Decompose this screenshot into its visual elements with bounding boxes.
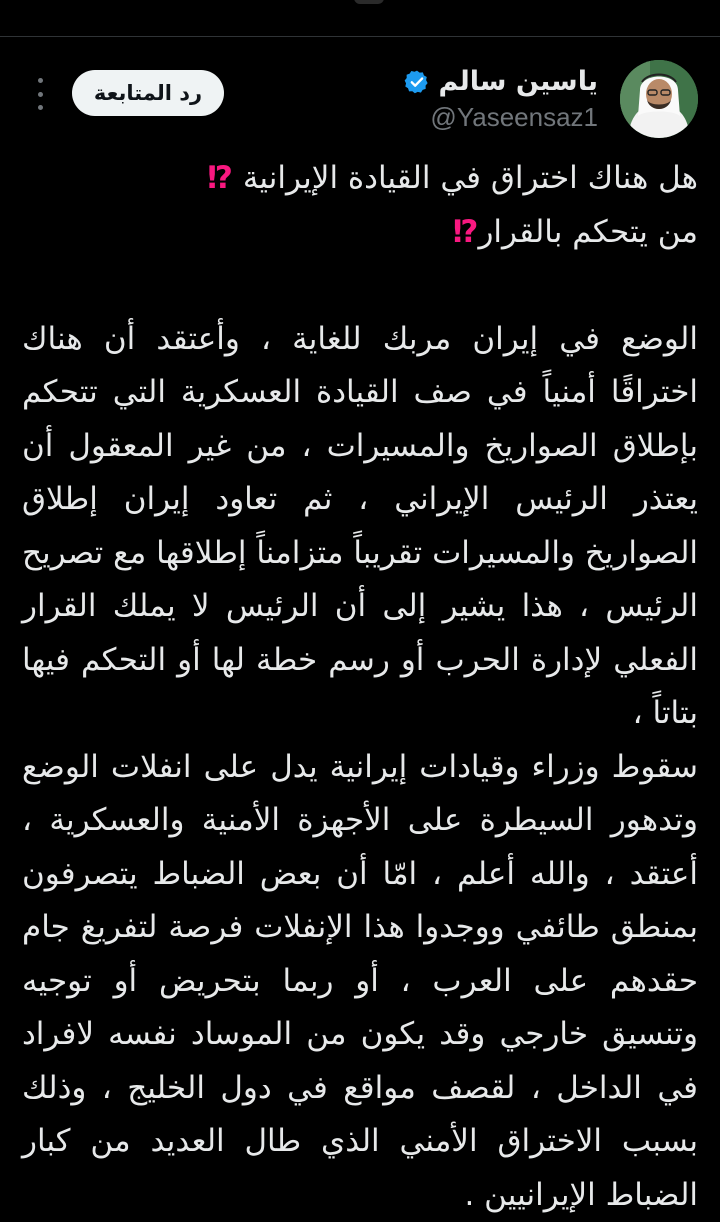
exclamation-question-icon: ⁉ (207, 160, 233, 196)
tweet-paragraph-1: الوضع في إيران مربك للغاية ، وأعتقد أن هناك اختراقًا أمنياً في صف القيادة العسكرية التي تتحكم بإطلاق الصواريخ والمسيرات ، من غير المعقول أن يعتذر الرئيس الإيراني ، ثم تعاود إيران إطلاق الصواريخ والمسيرات تقريباً متزامناً إطلاقها مع تصريح الرئيس ، هذا يشير إلى أن الرئيس لا يملك القرار الفعلي لإدارة الحرب أو رسم خطة لها أو التحكم فيها بتاتاً ، (22, 313, 698, 741)
tweet-text (22, 152, 698, 1222)
verified-badge-icon (404, 69, 430, 95)
more-vertical-icon[interactable] (30, 78, 50, 110)
author-handle[interactable]: @Yaseensaz1 (430, 102, 598, 133)
avatar[interactable] (620, 60, 698, 138)
question-text-1: هل هناك اختراق في القيادة الإيرانية (243, 160, 698, 196)
author-display-name[interactable]: ياسين سالم (438, 66, 598, 97)
exclamation-question-icon: ⁉ (453, 214, 479, 250)
top-stub (354, 0, 384, 4)
tweet-paragraph-2: سقوط وزراء وقيادات إيرانية يدل على انفلات الوضع وتدهور السيطرة على الأجهزة الأمنية والعسكرية ، أعتقد ، والله أعلم ، امّا أن بعض الضباط يتصرفون بمنطق طائفي ووجدوا هذا الإنفلات فرصة لتفريغ جام حقدهم على العرب ، أو ربما بتحريض أو توجيه وتنسيق خارجي وقد يكون من الموساد نفسه لافراد في الداخل ، لقصف مواقع في دول الخليج ، وذلك بسبب الاختراق الأمني الذي طال العديد من كبار الضباط الإيرانيين . (22, 741, 698, 1222)
top-strip (0, 0, 720, 36)
question-line-1 (22, 152, 698, 206)
tweet-header (0, 52, 720, 148)
question-text-2: من يتحكم بالقرار (478, 214, 698, 250)
blank-line (22, 259, 698, 313)
author-name-row (404, 66, 598, 97)
follow-back-button[interactable]: رد المتابعة (72, 70, 224, 116)
question-line-2 (22, 206, 698, 260)
profile-photo-icon (620, 60, 698, 138)
top-separator (0, 36, 720, 37)
